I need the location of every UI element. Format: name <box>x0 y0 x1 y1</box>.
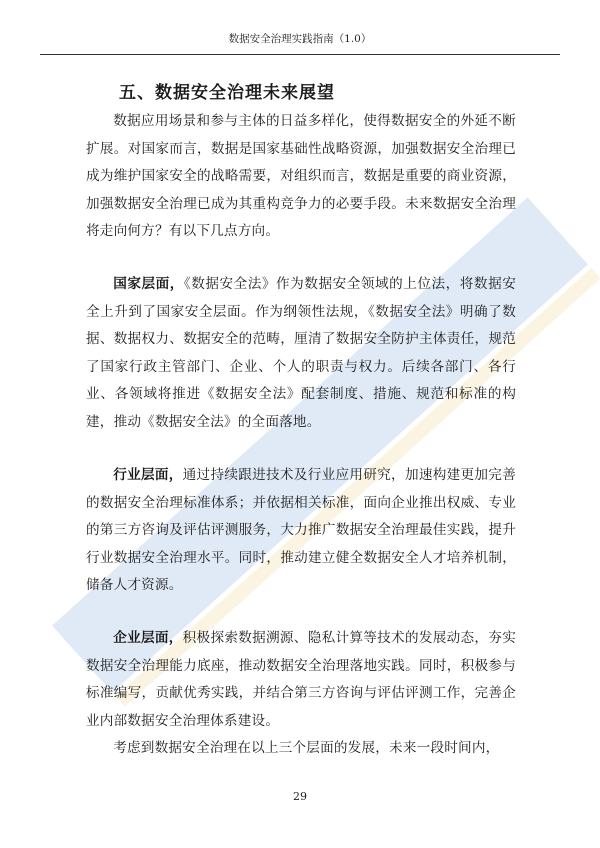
page-number: 29 <box>293 790 307 803</box>
paragraph-national-body: 《数据安全法》作为数据安全领域的上位法，将数据安全上升到了国家安全层面。作为纲领性法规，《数据安全法》明确了数据、数据权力、数据安全的范畴，厘清了数据安全防护主体责任，规范了国家行政主管部门、企业、个人的职责与权力。后续各部门、各行业、各领域将推进《数据安全法》配套制度、措施、规范和标准的构建，推动《数据安全法》的全面落地。 <box>86 276 517 430</box>
paragraph-enterprise <box>86 625 516 735</box>
paragraph-industry <box>86 462 516 600</box>
paragraph-national <box>86 271 516 437</box>
header-title: 数据安全治理实践指南（1.0） <box>228 33 372 45</box>
section-title: 五、数据安全治理未来展望 <box>119 83 335 103</box>
paragraph-industry-lead: 行业层面， <box>113 467 183 483</box>
running-header <box>40 30 560 55</box>
paragraph-enterprise-lead: 企业层面， <box>113 630 183 646</box>
paragraph-closing: 考虑到数据安全治理在以上三个层面的发展，未来一段时间内， <box>113 740 500 756</box>
paragraph-industry-body: 通过持续跟进技术及行业应用研究，加速构建更加完善的数据安全治理标准体系；并依据相关标准，面向企业推出权威、专业的第三方咨询及评估评测服务，大力推广数据安全治理最佳实践，提升行业数据安全治理水平。同时，推动建立健全数据安全人才培养机制，储备人才资源。 <box>86 467 516 594</box>
paragraph-intro: 数据应用场景和参与主体的日益多样化，使得数据安全的外延不断扩展。对国家而言，数据是国家基础性战略资源，加强数据安全治理已成为维护国家安全的战略需要，对组织而言，数据是重要的商业资源，加强数据安全治理已成为其重构竞争力的必要手段。未来数据安全治理将走向何方？有以下几点方向。 <box>86 113 516 240</box>
paragraph-national-lead: 国家层面， <box>113 276 184 292</box>
paragraph-enterprise-body: 积极探索数据溯源、隐私计算等技术的发展动态，夯实数据安全治理能力底座，推动数据安全治理落地实践。同时，积极参与标准编写，贡献优秀实践，并结合第三方咨询与评估评测工作，完善企业内部数据安全治理体系建设。 <box>86 630 516 729</box>
